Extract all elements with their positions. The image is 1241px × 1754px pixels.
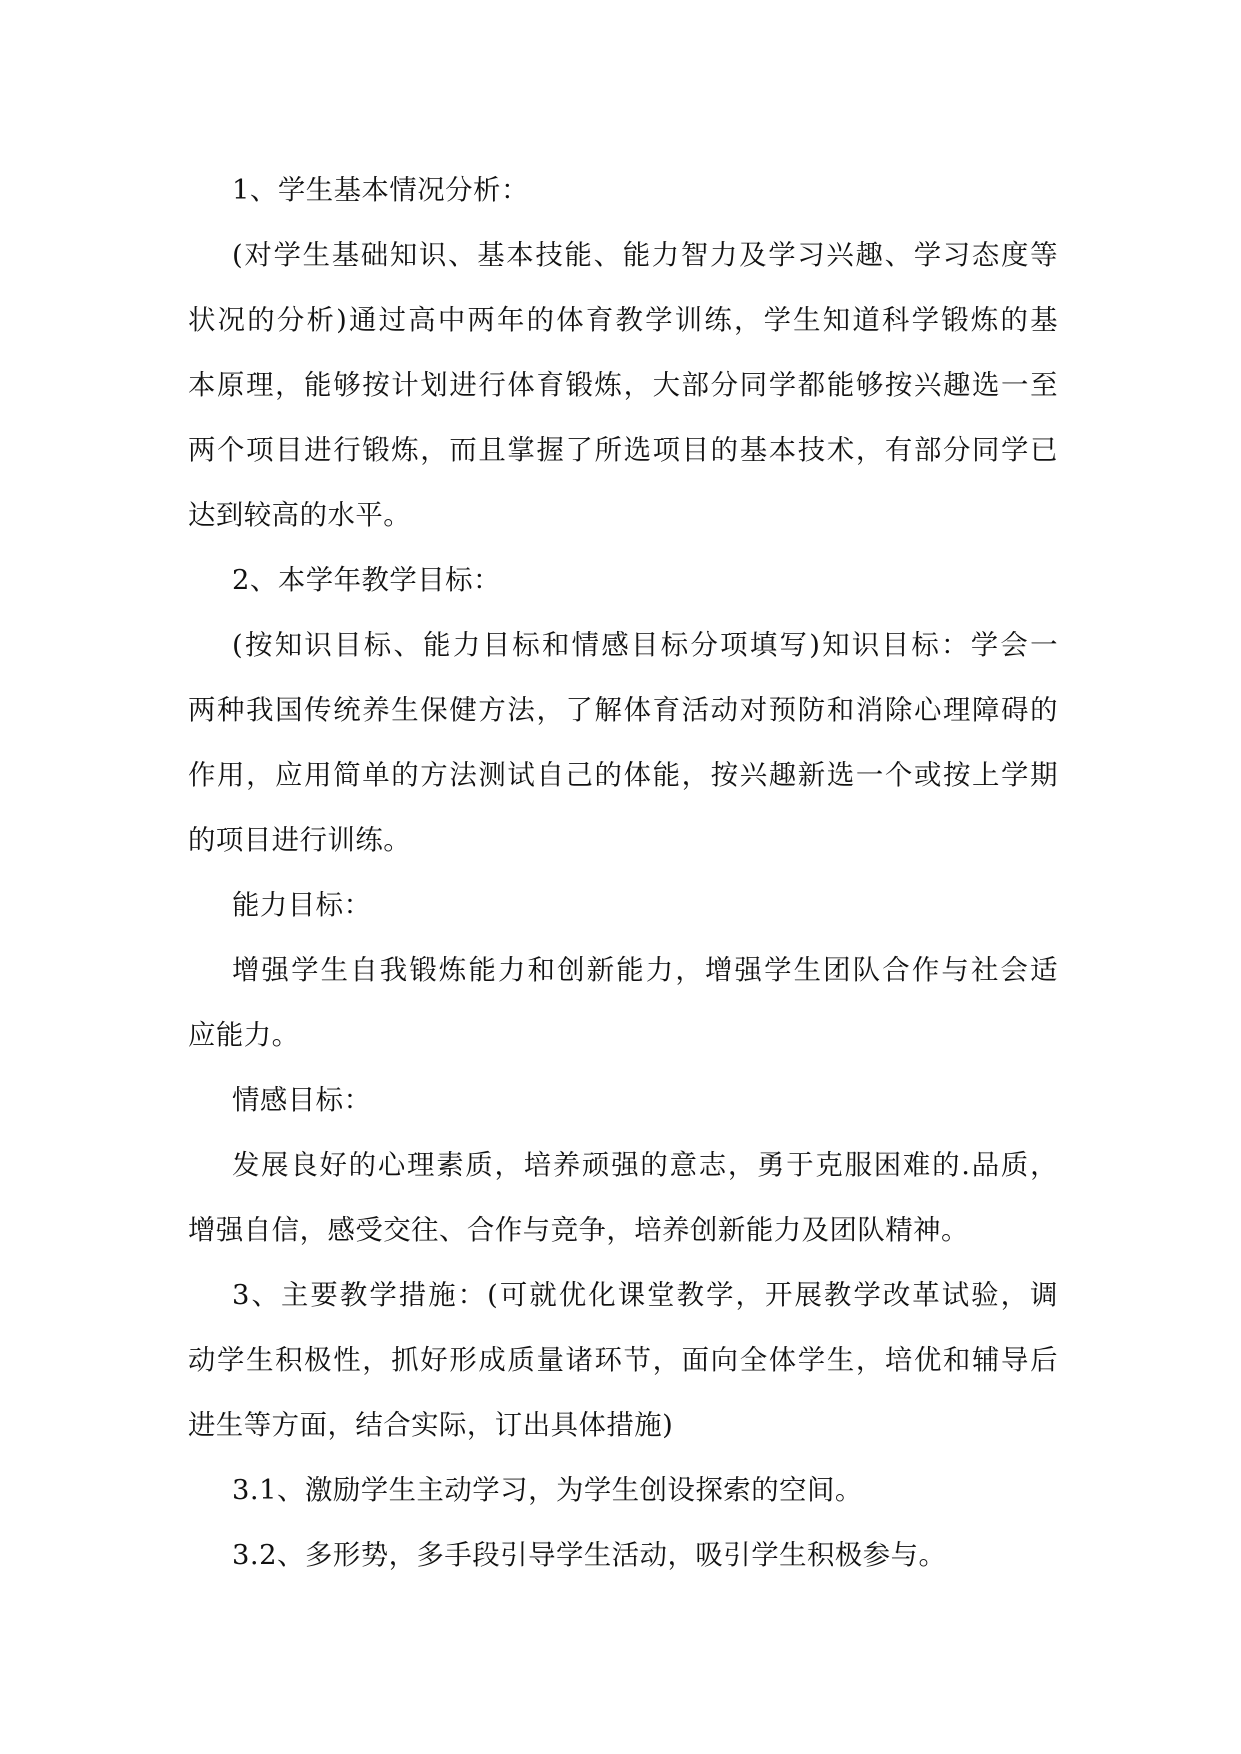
text-line: 情感目标： xyxy=(232,1085,372,1116)
document-body xyxy=(188,158,1058,1588)
paragraph-teaching-goals-heading xyxy=(188,548,1058,613)
paragraph-emotional-goals xyxy=(188,1133,1058,1263)
text-line: 发展良好的心理素质，培养顽强的意志，勇于克服困难的.品质， xyxy=(232,1150,1058,1181)
text-line: 3、主要教学措施：(可就优化课堂教学，开展教学改革试验，调 xyxy=(232,1280,1058,1311)
paragraph-student-analysis xyxy=(188,223,1058,548)
text-line: 达到较高的水平。 xyxy=(188,500,412,531)
text-line: 应能力。 xyxy=(188,1020,300,1051)
text-line: 增强学生自我锻炼能力和创新能力，增强学生团队合作与社会适 xyxy=(232,955,1058,986)
text-line: 的项目进行训练。 xyxy=(188,825,412,856)
text-line: 两种我国传统养生保健方法，了解体育活动对预防和消除心理障碍的 xyxy=(188,695,1058,726)
text-line: 能力目标： xyxy=(232,890,372,921)
text-line: 2、本学年教学目标： xyxy=(232,565,501,596)
text-line: 状况的分析)通过高中两年的体育教学训练，学生知道科学锻炼的基 xyxy=(188,305,1058,336)
paragraph-teaching-measures xyxy=(188,1263,1058,1458)
text-line: 1、学生基本情况分析： xyxy=(232,175,529,206)
text-line: 动学生积极性，抓好形成质量诸环节，面向全体学生，培优和辅导后 xyxy=(188,1345,1058,1376)
paragraph-student-analysis-heading xyxy=(188,158,1058,223)
text-line: (对学生基础知识、基本技能、能力智力及学习兴趣、学习态度等 xyxy=(232,240,1058,271)
text-line: 3.1、激励学生主动学习，为学生创设探索的空间。 xyxy=(232,1475,863,1506)
text-line: 本原理，能够按计划进行体育锻炼，大部分同学都能够按兴趣选一至 xyxy=(188,370,1058,401)
text-line: 作用，应用简单的方法测试自己的体能，按兴趣新选一个或按上学期 xyxy=(188,760,1058,791)
paragraph-knowledge-goals xyxy=(188,613,1058,873)
text-line: (按知识目标、能力目标和情感目标分项填写)知识目标：学会一 xyxy=(232,630,1058,661)
text-line: 进生等方面，结合实际，订出具体措施) xyxy=(188,1410,674,1441)
paragraph-measure-3-2 xyxy=(188,1523,1058,1588)
text-line: 增强自信，感受交往、合作与竞争，培养创新能力及团队精神。 xyxy=(188,1215,969,1246)
text-line: 3.2、多形势，多手段引导学生活动，吸引学生积极参与。 xyxy=(232,1540,947,1571)
paragraph-measure-3-1 xyxy=(188,1458,1058,1523)
paragraph-ability-goals xyxy=(188,938,1058,1068)
text-line: 两个项目进行锻炼，而且掌握了所选项目的基本技术，有部分同学已 xyxy=(188,435,1058,466)
paragraph-emotional-goals-heading xyxy=(188,1068,1058,1133)
paragraph-ability-goals-heading xyxy=(188,873,1058,938)
